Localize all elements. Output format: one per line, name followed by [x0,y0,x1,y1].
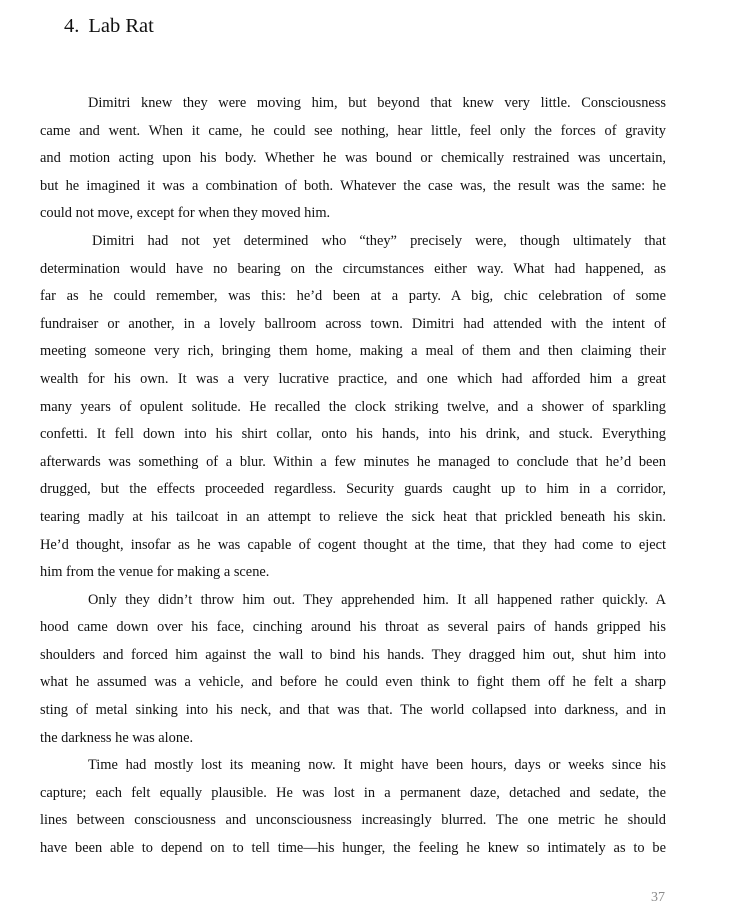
paragraph-4-line-1: Time had mostly lost its meaning now. It might have been hours, days or weeks since his [88,757,666,774]
paragraph-1-line-4: but he imagined it was a combination of both. Whatever the case was, the result was the same: he [40,177,666,194]
paragraph-1-line-1: Dimitri knew they were moving him, but beyond that knew very little. Consciousness [88,95,666,111]
paragraph-4-line-3: lines between consciousness and unconsciousness increasingly blurred. The one metric he should [40,812,666,829]
chapter-body [40,90,666,863]
paragraph-2-line-6: wealth for his own. It was a very lucrative practice, and one which had afforded him a great [40,370,666,387]
paragraph-3-line-4: what he assumed was a vehicle, and before he could even think to fight them off he felt a sharp [40,674,666,691]
page-number: 37 [651,890,665,905]
paragraph-2-line-13: him from the venue for making a scene. [40,564,270,581]
paragraph-1-line-2: came and went. When it came, he could see nothing, hear little, feel only the forces of gravity [40,122,666,139]
paragraph-2-line-4: fundraiser or another, in a lovely ballroom across town. Dimitri had attended with the intent of [40,315,666,332]
paragraph-1-line-3: and motion acting upon his body. Whether he was bound or chemically restrained was uncertain, [40,150,666,167]
paragraph-2-line-2: determination would have no bearing on the circumstances either way. What had happened, as [40,260,666,277]
paragraph-2-line-12: He’d thought, insofar as he was capable of cogent thought at the time, that they had come to eject [40,536,666,553]
paragraph-2-line-9: afterwards was something of a blur. Within a few minutes he managed to conclude that he’d been [40,453,666,470]
chapter-number: 4. [64,15,80,37]
paragraph-4-line-4: have been able to depend on to tell time—his hunger, the feeling he knew so intimately as to be [40,840,666,857]
paragraph-2-line-5: meeting someone very rich, bringing them home, making a meal of them and then claiming their [40,343,666,360]
paragraph-3-line-1: Only they didn’t throw him out. They apprehended him. It all happened rather quickly. A [88,591,666,608]
paragraph-4-line-2: capture; each felt equally plausible. He was lost in a permanent daze, detached and sedate, the [40,784,666,801]
paragraph-3-line-2: hood came down over his face, cinching around his throat as several pairs of hands gripped his [40,619,666,636]
paragraph-2-line-11: tearing madly at his tailcoat in an attempt to relieve the sick heat that prickled beneath his skin. [40,508,666,525]
paragraph-2-line-10: drugged, but the effects proceeded regardless. Security guards caught up to him in a corridor, [40,481,666,498]
chapter-title: Lab Rat [88,15,154,37]
paragraph-3-line-3: shoulders and forced him against the wall to bind his hands. They dragged him out, shut him into [40,646,666,663]
paragraph-3-line-6: the darkness he was alone. [40,729,194,746]
paragraph-2-line-3: far as he could remember, was this: he’d been at a party. A big, chic celebration of some [40,288,666,305]
chapter-heading [64,13,154,39]
paragraph-3-line-5: sting of metal sinking into his neck, and that was that. The world collapsed into darkness, and in [40,702,666,719]
paragraph-1-line-5: could not move, except for when they moved him. [40,205,331,222]
paragraph-2-line-7: many years of opulent solitude. He recalled the clock striking twelve, and a shower of sparkling [40,398,666,415]
paragraph-2-line-8: confetti. It fell down into his shirt collar, onto his hands, into his drink, and stuck. Everything [40,426,666,443]
paragraph-2-line-1: Dimitri had not yet determined who “they” precisely were, though ultimately that [92,232,666,249]
